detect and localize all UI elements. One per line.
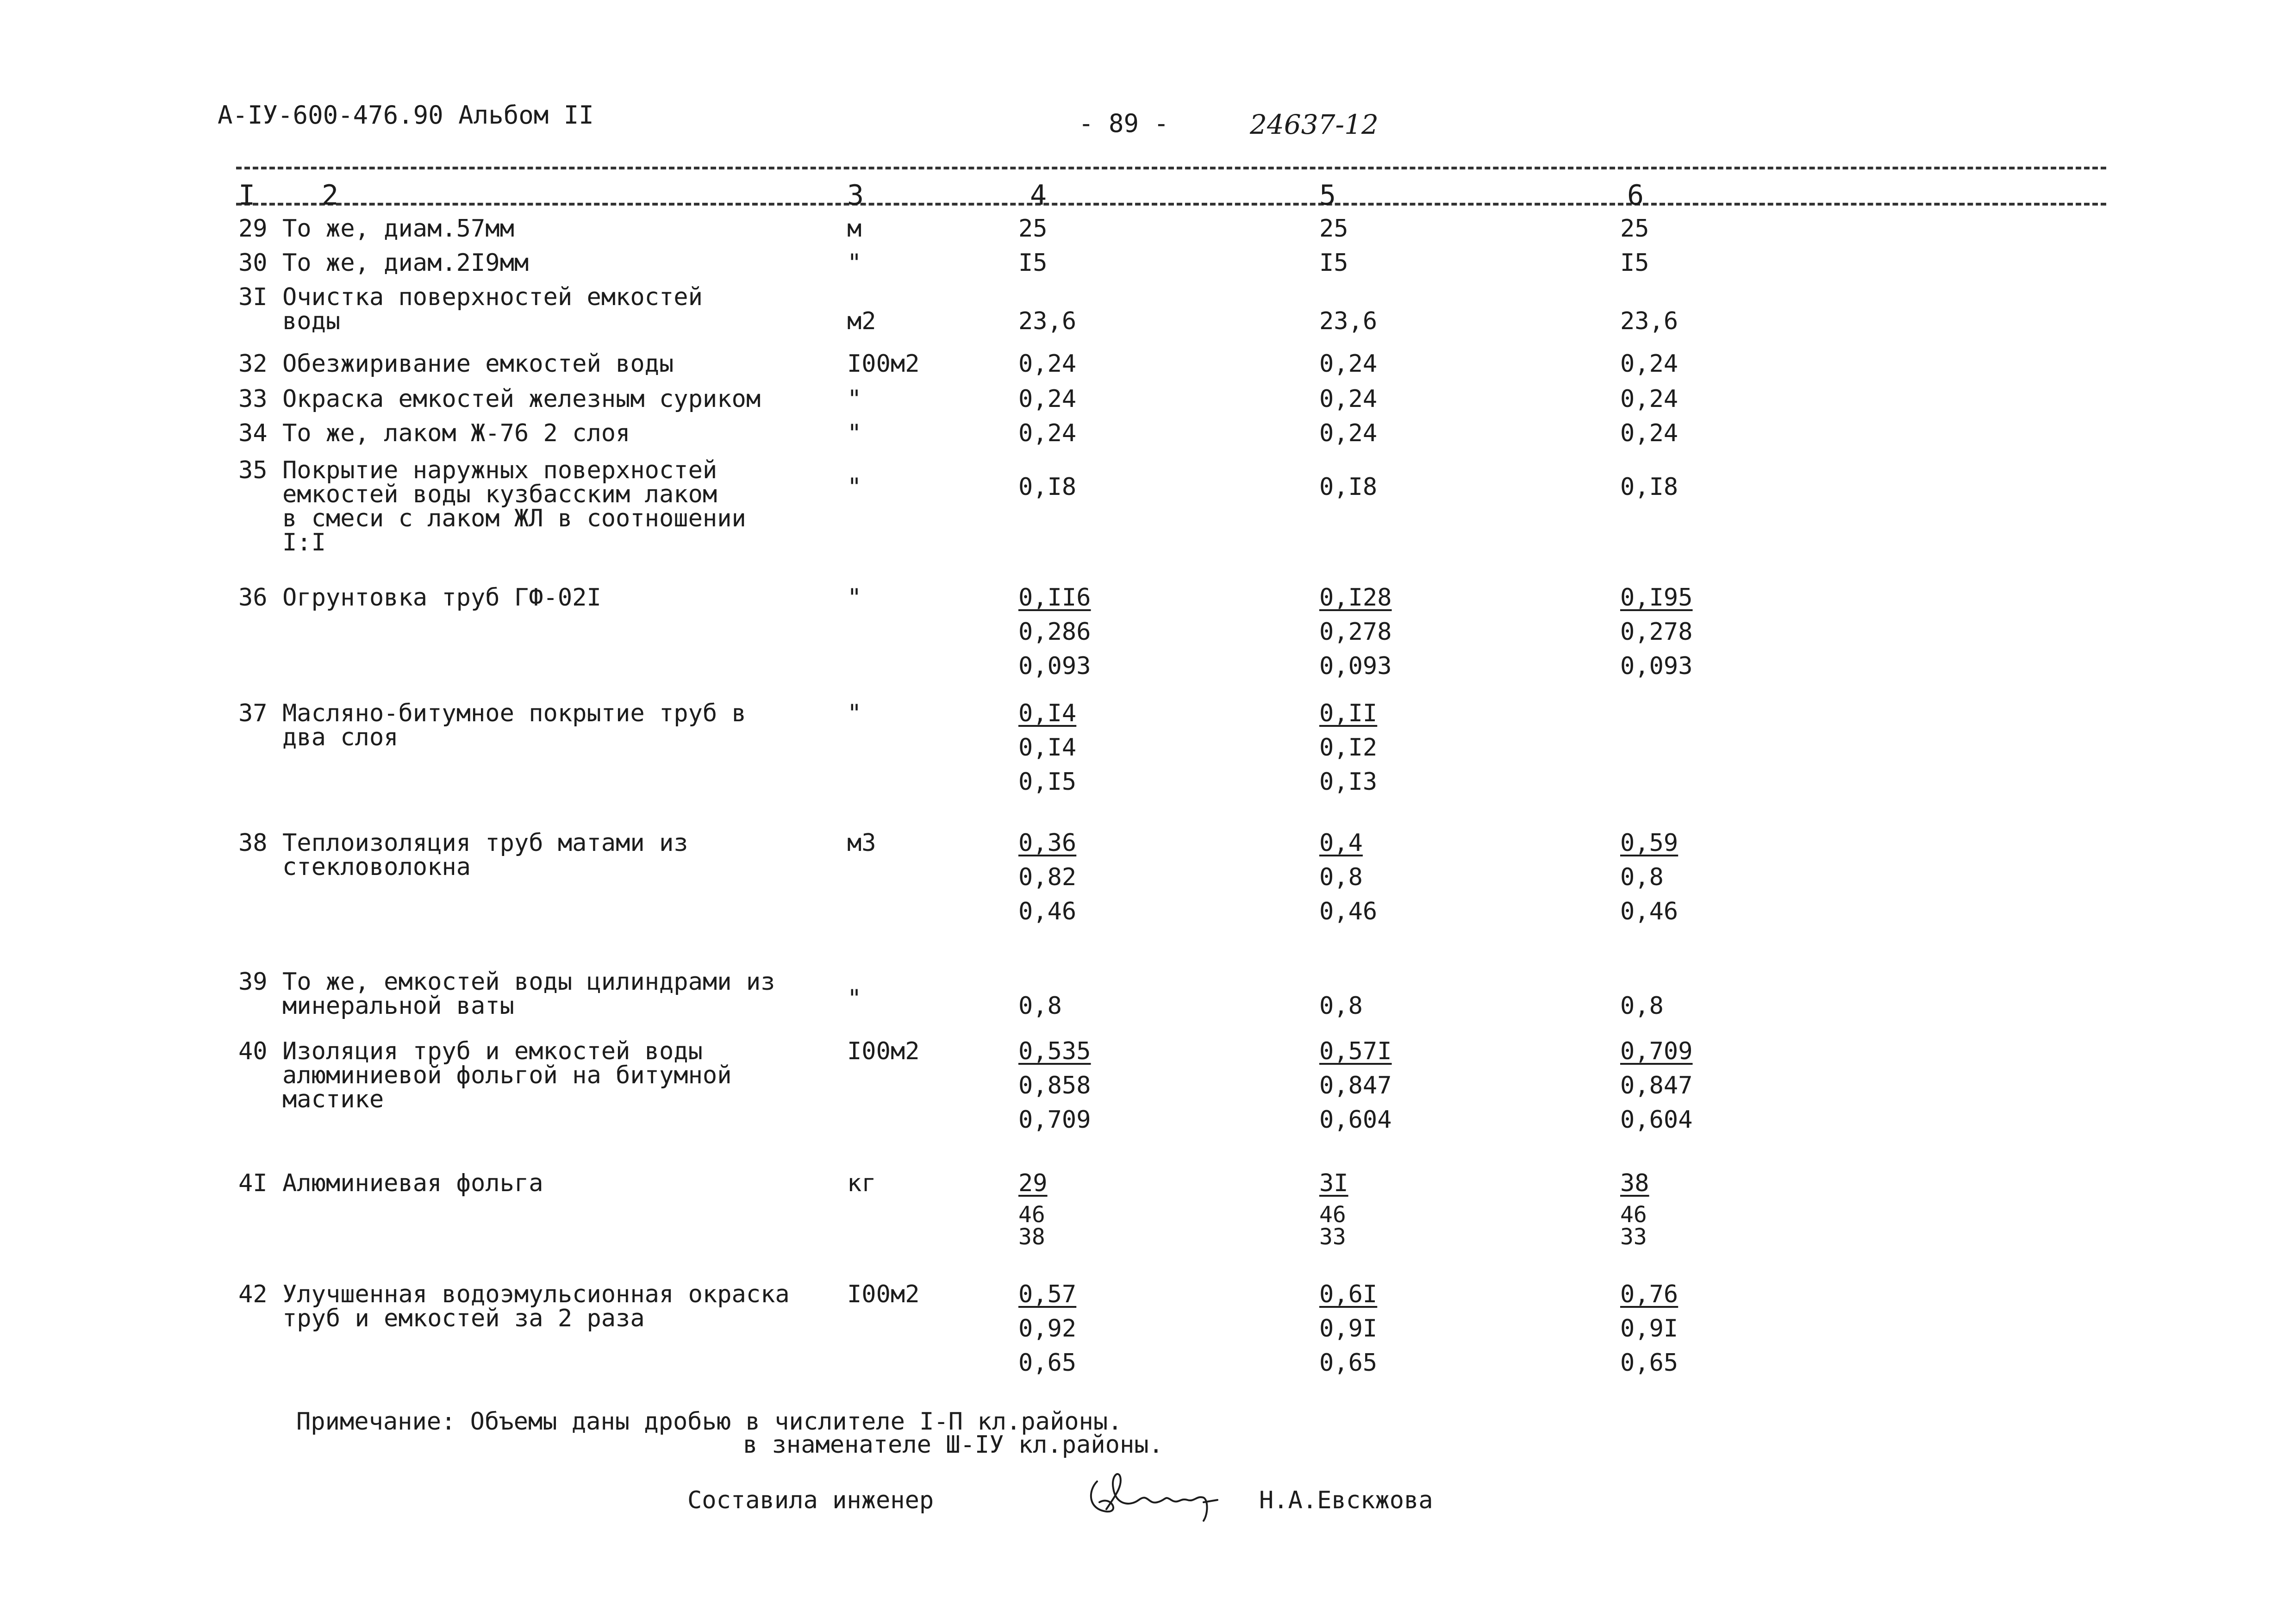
row-value-col6: 0,24 [1620, 385, 1678, 413]
row-value-col5: 3I [1319, 1169, 1348, 1197]
row-number: 38 [238, 829, 268, 857]
row-value-col4: 23,6 [1018, 307, 1077, 335]
row-unit: I00м2 [847, 350, 920, 378]
row-value-col5: I5 [1319, 249, 1348, 277]
column-header-1: I [238, 179, 256, 212]
column-header-3: 3 [847, 179, 864, 212]
row-value-col4: 25 [1018, 215, 1048, 243]
row-description-line: воды [282, 307, 341, 335]
row-value-col4: 0,24 [1018, 350, 1077, 378]
row-value-col4: 0,24 [1018, 419, 1077, 447]
row-description-line: Покрытие наружных поверхностей [282, 456, 718, 484]
row-number: 29 [238, 215, 268, 243]
handwritten-number: 24637-12 [1250, 109, 1379, 140]
note-line-1: Примечание: Объемы даны дробью в числителе I-П кл.районы. [296, 1408, 1123, 1436]
row-description-line: Огрунтовка труб ГФ-02I [282, 584, 601, 612]
row-number: 39 [238, 968, 268, 996]
row-number: 40 [238, 1037, 268, 1065]
row-value-col6: 0,709 [1620, 1037, 1693, 1065]
row-description-line: Теплоизоляция труб матами из [282, 829, 688, 857]
row-value-col4: 0,I4 [1018, 700, 1077, 727]
row-number: 36 [238, 584, 268, 612]
row-value-col5: 25 [1319, 215, 1348, 243]
row-value-col5: 0,9I [1319, 1315, 1378, 1343]
note-line-2: в знаменателе Ш-IУ кл.районы. [743, 1431, 1163, 1459]
row-unit: м2 [847, 307, 876, 335]
row-value-col4: 0,535 [1018, 1037, 1091, 1065]
signature [1079, 1463, 1231, 1528]
row-value-col4: 0,858 [1018, 1072, 1091, 1099]
row-value-col5: 0,093 [1319, 652, 1392, 680]
row-description-line: Изоляция труб и емкостей воды [282, 1037, 703, 1065]
row-value-col5: 0,604 [1319, 1106, 1392, 1134]
row-value-col4: 0,36 [1018, 829, 1077, 857]
row-description-line: труб и емкостей за 2 раза [282, 1305, 645, 1332]
row-value-col5: 0,8 [1319, 992, 1363, 1020]
row-description-line: Обезжиривание емкостей воды [282, 350, 674, 378]
row-value-col4: 38 [1018, 1224, 1045, 1250]
row-value-col6: 23,6 [1620, 307, 1678, 335]
row-value-col6: 0,847 [1620, 1072, 1693, 1099]
row-description-line: Очистка поверхностей емкостей [282, 283, 703, 311]
row-description-line: Алюминиевая фольга [282, 1169, 543, 1197]
row-number: 33 [238, 385, 268, 413]
row-value-col4: I5 [1018, 249, 1048, 277]
row-unit: " [847, 473, 862, 501]
row-value-col4: 0,82 [1018, 863, 1077, 891]
row-value-col6: 0,24 [1620, 350, 1678, 378]
row-number: 37 [238, 700, 268, 727]
row-value-col5: 0,6I [1319, 1280, 1378, 1308]
row-value-col4: 0,286 [1018, 618, 1091, 646]
row-value-col6: 25 [1620, 215, 1649, 243]
row-description-line: Улучшенная водоэмульсионная окраска [282, 1280, 790, 1308]
row-value-col4: 0,709 [1018, 1106, 1091, 1134]
row-value-col5: 0,I2 [1319, 734, 1378, 762]
row-value-col6: 46 [1620, 1202, 1647, 1228]
row-number: 4I [238, 1169, 268, 1197]
row-value-col6: I5 [1620, 249, 1649, 277]
row-description-line: два слоя [282, 724, 399, 751]
row-value-col6: 33 [1620, 1224, 1647, 1250]
row-value-col5: 0,57I [1319, 1037, 1392, 1065]
row-unit: " [847, 985, 862, 1012]
row-value-col4: 0,46 [1018, 898, 1077, 925]
row-value-col6: 0,59 [1620, 829, 1678, 857]
row-number: 3I [238, 283, 268, 311]
row-value-col6: 0,8 [1620, 992, 1664, 1020]
row-value-col5: 0,65 [1319, 1349, 1378, 1377]
row-description-line: алюминиевой фольгой на битумной [282, 1062, 732, 1089]
row-description-line: То же, диам.2I9мм [282, 249, 529, 277]
row-unit: " [847, 419, 862, 447]
row-value-col5: 0,24 [1319, 350, 1378, 378]
row-value-col4: 0,I8 [1018, 473, 1077, 501]
column-header-2: 2 [322, 179, 339, 212]
row-value-col4: 0,I4 [1018, 734, 1077, 762]
row-value-col5: 0,I3 [1319, 768, 1378, 796]
page-number: - 89 - [1079, 109, 1169, 138]
row-description-line: в смеси с лаком ЖЛ в соотношении [282, 505, 746, 532]
row-description-line: мастике [282, 1086, 384, 1113]
row-value-col5: 0,278 [1319, 618, 1392, 646]
row-value-col4: 0,65 [1018, 1349, 1077, 1377]
row-value-col4: 46 [1018, 1202, 1045, 1228]
row-unit: I00м2 [847, 1280, 920, 1308]
row-value-col4: 29 [1018, 1169, 1048, 1197]
row-description-line: То же, лаком Ж-76 2 слоя [282, 419, 630, 447]
column-header-6: 6 [1627, 179, 1644, 212]
row-description-line: То же, емкостей воды цилиндрами из [282, 968, 775, 996]
row-value-col5: 0,24 [1319, 385, 1378, 413]
row-value-col4: 0,8 [1018, 992, 1062, 1020]
row-description-line: стекловолокна [282, 853, 471, 881]
row-value-col6: 0,24 [1620, 419, 1678, 447]
row-unit: I00м2 [847, 1037, 920, 1065]
engineer-name: Н.А.Евскжова [1259, 1487, 1433, 1514]
row-value-col5: 23,6 [1319, 307, 1378, 335]
row-value-col5: 46 [1319, 1202, 1346, 1228]
row-value-col5: 0,847 [1319, 1072, 1392, 1099]
row-value-col5: 0,46 [1319, 898, 1378, 925]
row-number: 32 [238, 350, 268, 378]
row-value-col4: 0,57 [1018, 1280, 1077, 1308]
row-unit: м3 [847, 829, 876, 857]
row-unit: кг [847, 1169, 876, 1197]
row-value-col6: 0,76 [1620, 1280, 1678, 1308]
row-number: 35 [238, 456, 268, 484]
row-unit: " [847, 249, 862, 277]
row-description-line: Окраска емкостей железным суриком [282, 385, 761, 413]
row-value-col6: 0,65 [1620, 1349, 1678, 1377]
row-value-col6: 0,9I [1620, 1315, 1678, 1343]
header-bottom-dash-line [236, 203, 2106, 206]
row-value-col6: 0,604 [1620, 1106, 1693, 1134]
header-top-dash-line [236, 167, 2106, 169]
row-description-line: емкостей воды кузбасским лаком [282, 481, 718, 508]
row-number: 42 [238, 1280, 268, 1308]
row-value-col5: 0,II [1319, 700, 1378, 727]
row-number: 34 [238, 419, 268, 447]
row-value-col6: 0,278 [1620, 618, 1693, 646]
column-header-4: 4 [1030, 179, 1047, 212]
row-value-col5: 33 [1319, 1224, 1346, 1250]
row-value-col4: 0,093 [1018, 652, 1091, 680]
row-value-col6: 0,093 [1620, 652, 1693, 680]
row-value-col4: 0,24 [1018, 385, 1077, 413]
row-value-col6: 0,I95 [1620, 584, 1693, 612]
document-code: А-IУ-600-476.90 Альбом II [218, 100, 594, 130]
row-value-col6: 0,I8 [1620, 473, 1678, 501]
row-value-col4: 0,92 [1018, 1315, 1077, 1343]
row-description-line: минеральной ваты [282, 992, 514, 1020]
column-header-5: 5 [1319, 179, 1336, 212]
row-description-line: Масляно-битумное покрытие труб в [282, 700, 746, 727]
row-unit: м [847, 215, 862, 243]
row-description-line: I:I [282, 529, 326, 556]
compiled-by-label: Составила инженер [687, 1487, 934, 1514]
row-value-col4: 0,II6 [1018, 584, 1091, 612]
row-value-col5: 0,8 [1319, 863, 1363, 891]
row-unit: " [847, 385, 862, 413]
row-unit: " [847, 700, 862, 727]
row-value-col5: 0,24 [1319, 419, 1378, 447]
row-value-col5: 0,I28 [1319, 584, 1392, 612]
row-value-col5: 0,4 [1319, 829, 1363, 857]
row-value-col6: 38 [1620, 1169, 1649, 1197]
row-unit: " [847, 584, 862, 612]
row-value-col4: 0,I5 [1018, 768, 1077, 796]
row-value-col6: 0,8 [1620, 863, 1664, 891]
row-value-col6: 0,46 [1620, 898, 1678, 925]
row-description-line: То же, диам.57мм [282, 215, 514, 243]
row-value-col5: 0,I8 [1319, 473, 1378, 501]
row-number: 30 [238, 249, 268, 277]
